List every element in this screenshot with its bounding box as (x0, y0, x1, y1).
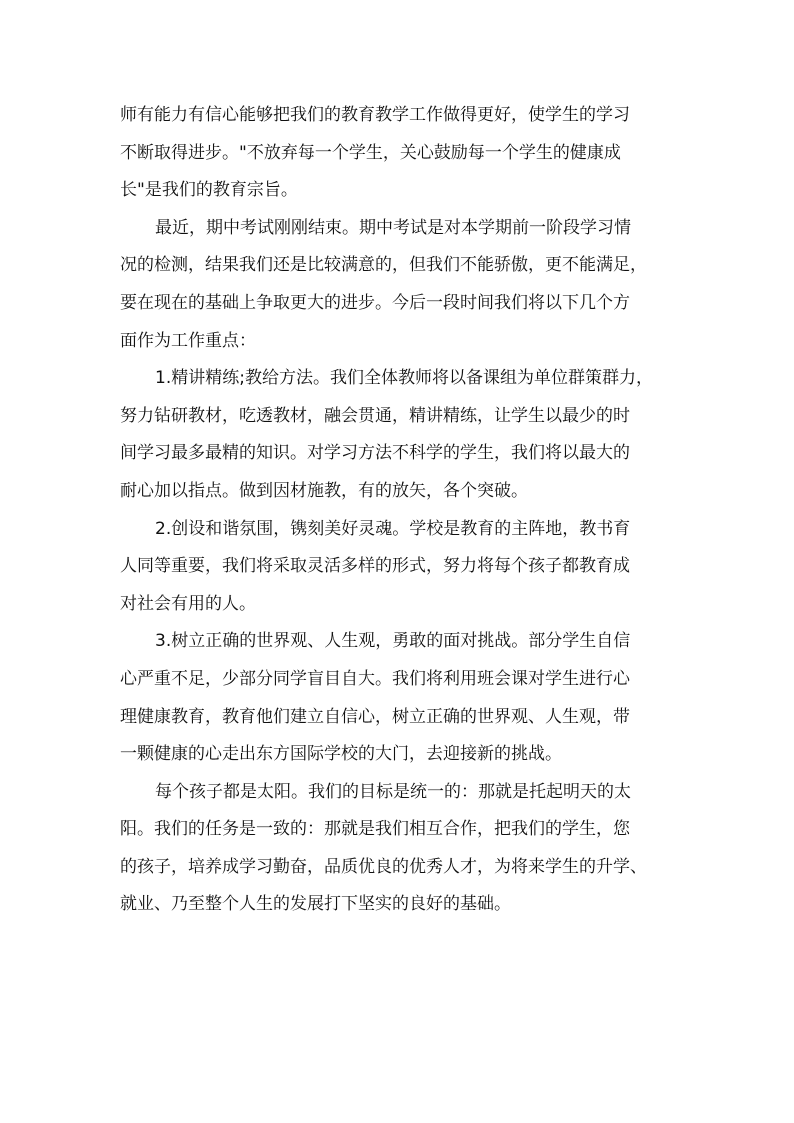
text-line: 努力钻研教材，吃透教材，融会贯通，精讲精练，让学生以最少的时 (120, 405, 630, 426)
text-line: 3.树立正确的世界观、人生观，勇敢的面对挑战。部分学生自信 (155, 631, 631, 652)
document-body (120, 97, 695, 924)
text-line: 每个孩子都是太阳。我们的目标是统一的：那就是托起明天的太 (155, 781, 631, 802)
text-line: 要在现在的基础上争取更大的进步。今后一段时间我们将以下几个方 (120, 292, 630, 313)
text-line: 一颗健康的心走出东方国际学校的大门，去迎接新的挑战。 (120, 744, 562, 765)
text-line: 间学习最多最精的知识。对学习方法不科学的学生，我们将以最大的 (120, 443, 630, 464)
text-line: 师有能力有信心能够把我们的教育教学工作做得更好，使学生的学习 (120, 105, 630, 125)
text-line: 理健康教育，教育他们建立自信心，树立正确的世界观、人生观，带 (120, 706, 630, 727)
text-line: 阳。我们的任务是一致的：那就是我们相互合作，把我们的学生，您 (120, 819, 630, 840)
text-line: 就业、乃至整个人生的发展打下坚实的良好的基础。 (120, 894, 511, 915)
text-line: 最近，期中考试刚刚结束。期中考试是对本学期前一阶段学习情 (155, 217, 631, 238)
text-line: 不断取得进步。"不放弃每一个学生，关心鼓励每一个学生的健康成 (120, 142, 621, 163)
text-line: 对社会有用的人。 (120, 593, 256, 614)
paragraph-4 (120, 511, 695, 624)
text-line: 况的检测，结果我们还是比较满意的，但我们不能骄傲，更不能满足， (120, 255, 647, 276)
paragraph-6 (120, 774, 695, 924)
paragraph-2 (120, 210, 695, 360)
text-line: 2.创设和谐氛围，镌刻美好灵魂。学校是教育的主阵地，教书育 (155, 518, 631, 539)
text-line: 面作为工作重点： (120, 330, 256, 351)
text-line: 耐心加以指点。做到因材施教，有的放矢，各个突破。 (120, 480, 528, 501)
paragraph-1 (120, 97, 695, 210)
text-line: 心严重不足，少部分同学盲目自大。我们将利用班会课对学生进行心 (120, 668, 630, 689)
paragraph-3 (120, 360, 695, 510)
text-line: 人同等重要，我们将采取灵活多样的形式，努力将每个孩子都教育成 (120, 556, 630, 577)
text-line: 1.精讲精练;教给方法。我们全体教师将以备课组为单位群策群力， (155, 368, 653, 389)
text-line: 的孩子，培养成学习勤奋，品质优良的优秀人才，为将来学生的升学、 (120, 856, 647, 877)
text-line: 长"是我们的教育宗旨。 (120, 180, 298, 201)
paragraph-5 (120, 623, 695, 773)
